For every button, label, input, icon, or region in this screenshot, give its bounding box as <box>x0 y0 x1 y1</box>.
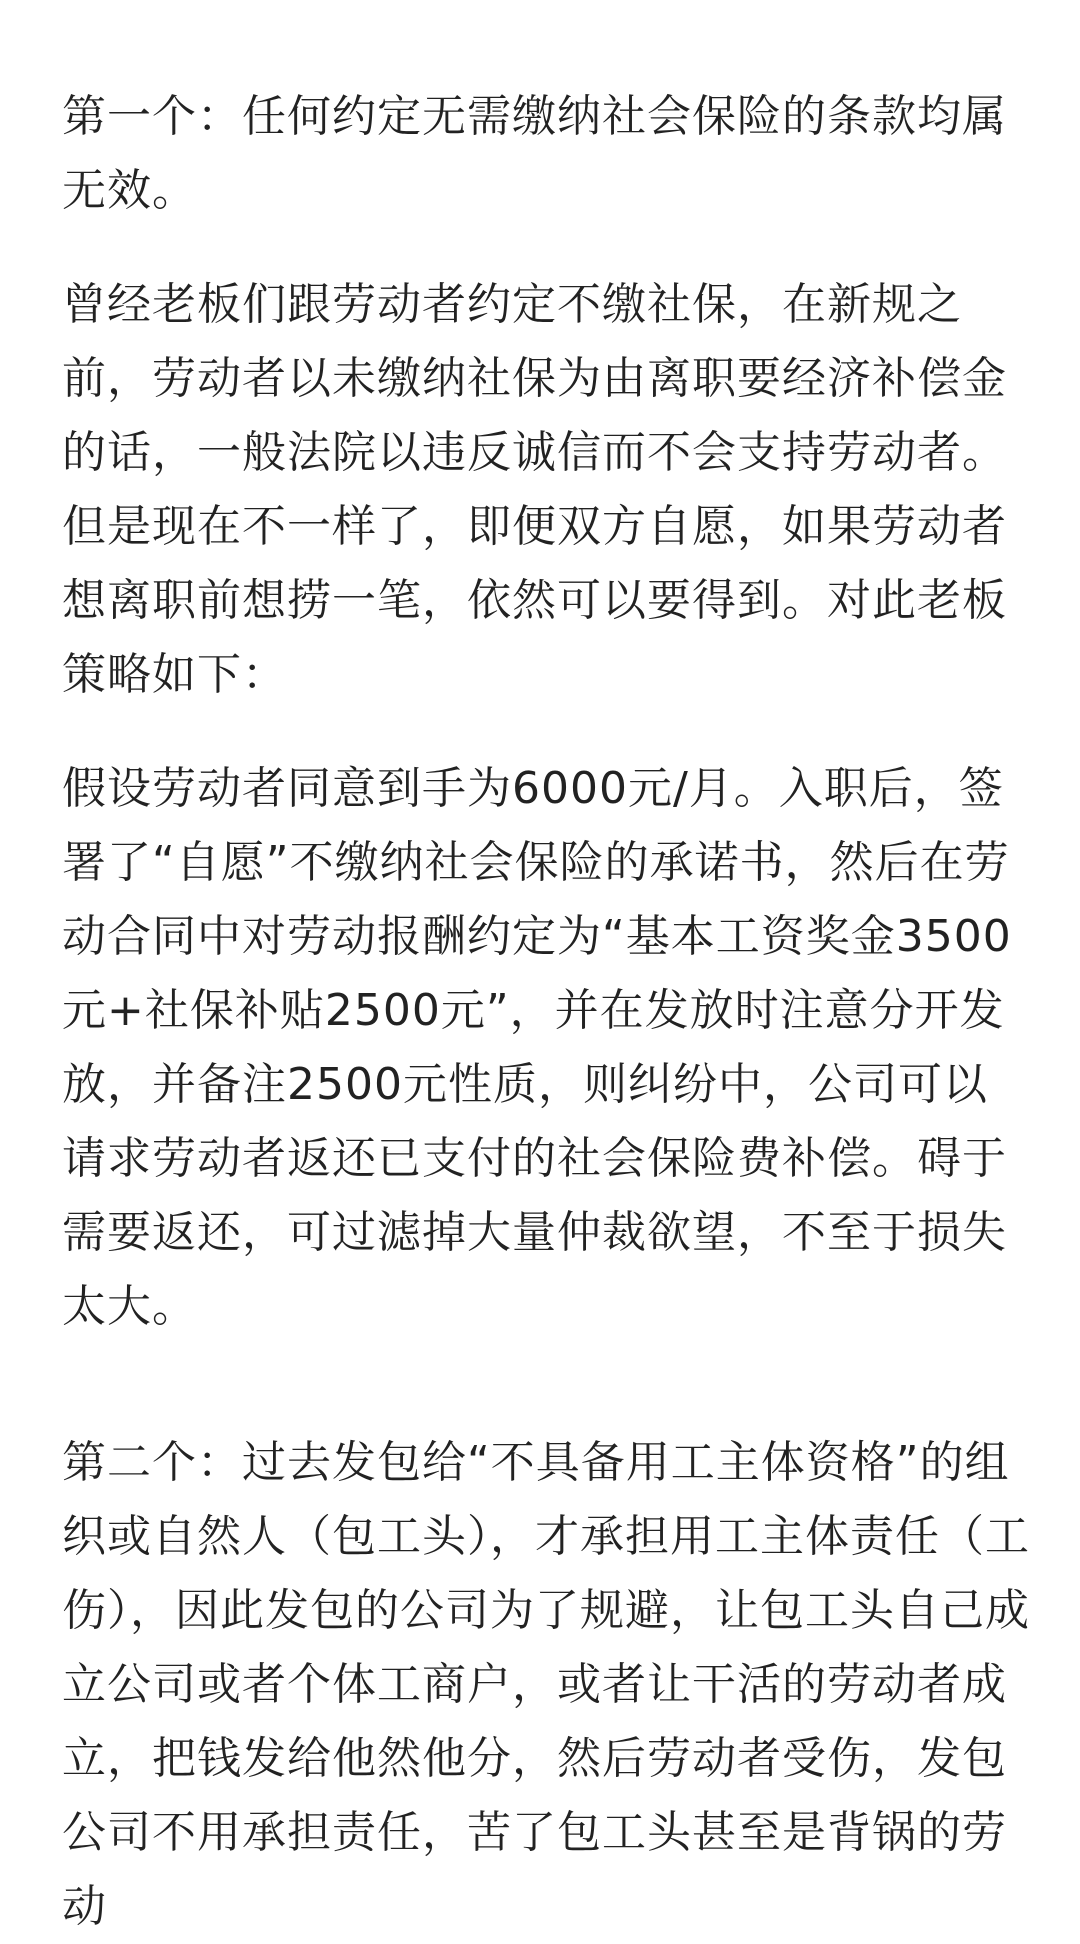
paragraph-spacer <box>62 1344 1032 1426</box>
article-body <box>62 80 1032 1944</box>
paragraph-first-point: 第一个：任何约定无需缴纳社会保险的条款均属无效。 <box>62 91 1007 216</box>
paragraph-example: 假设劳动者同意到手为6000元/月。入职后，签署了“自愿”不缴纳社会保险的承诺书，然后在劳动合同中对劳动报酬约定为“基本工资奖金3500元+社保补贴2500元”，并在发放时注意分开发放，并备注2500元性质，则纠纷中，公司可以请求劳动者返还已支付的社会保险费补偿。碍于需要返还，可过滤掉大量仲裁欲望，不至于损失太大。 <box>62 763 1012 1332</box>
paragraph-background: 曾经老板们跟劳动者约定不缴社保，在新规之前，劳动者以未缴纳社保为由离职要经济补偿金的话，一般法院以违反诚信而不会支持劳动者。但是现在不一样了，即便双方自愿，如果劳动者想离职前想捞一笔，依然可以要得到。对此老板策略如下： <box>62 279 1007 700</box>
paragraph-spacer <box>62 712 1032 752</box>
paragraph-second-point: 第二个：过去发包给“不具备用工主体资格”的组织或自然人（包工头），才承担用工主体责任（工伤），因此发包的公司为了规避，让包工头自己成立公司或者个体工商户，或者让干活的劳动者成立，把钱发给他然他分，然后劳动者受伤，发包公司不用承担责任，苦了包工头甚至是背锅的劳动 <box>62 1437 1030 1932</box>
paragraph-spacer <box>62 228 1032 268</box>
